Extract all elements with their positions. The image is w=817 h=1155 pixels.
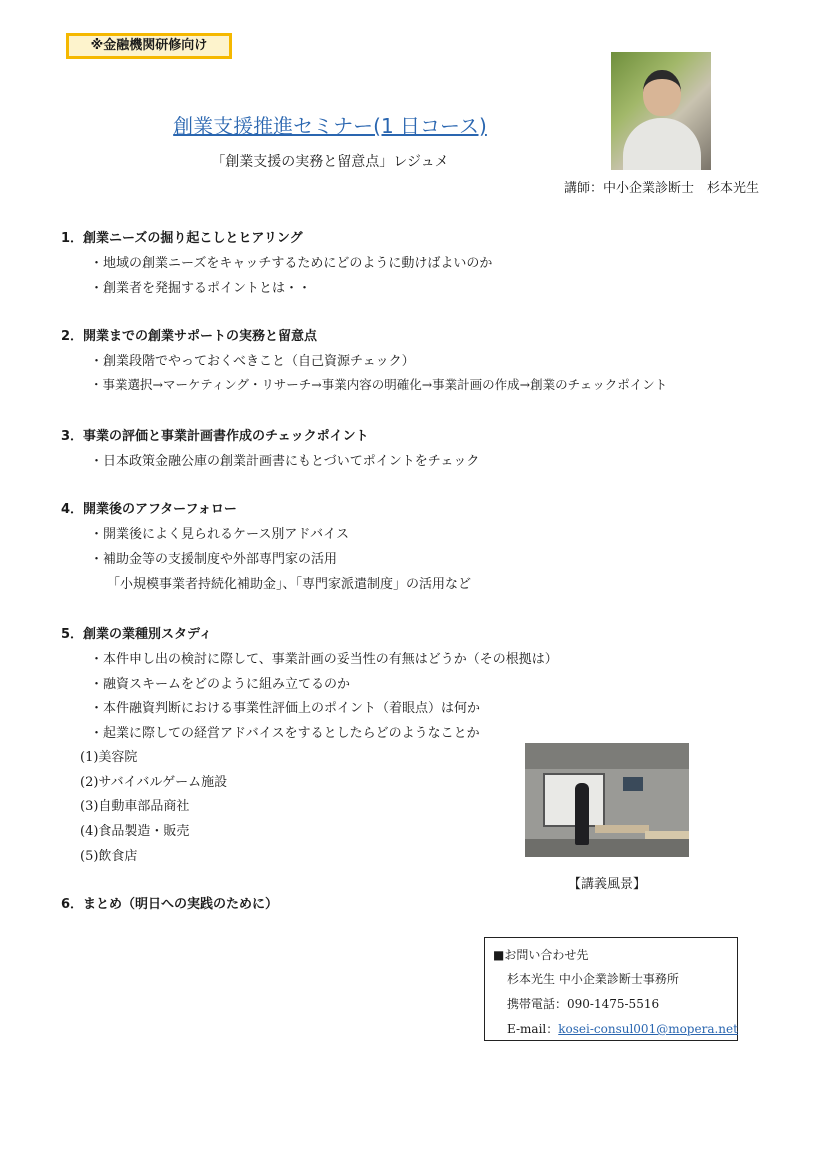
contact-name: 杉本光生 中小企業診断士事務所 — [507, 972, 679, 986]
section-heading-3: 3．事業の評価と事業計画書作成のチェックポイント — [61, 429, 369, 444]
section-heading-1: 1．創業ニーズの掘り起こしとヒアリング — [61, 231, 303, 246]
section-5-item-4: ・起業に際しての経営アドバイスをするとしたらどのようなことか — [90, 726, 480, 741]
case-3: (3)自動車部品商社 — [80, 799, 190, 814]
section-4-item-2: ・補助金等の支援制度や外部専門家の活用 — [90, 552, 338, 567]
section-3-item-1: ・日本政策金融公庫の創業計画書にもとづいてポイントをチェック — [90, 454, 480, 469]
section-heading-4: 4．開業後のアフターフォロー — [61, 502, 237, 517]
audience-badge: ※金融機関研修向け — [66, 33, 232, 59]
case-2: (2)サバイバルゲーム施設 — [80, 775, 228, 790]
section-5-item-2: ・融資スキームをどのように組み立てるのか — [90, 677, 351, 692]
section-2-item-2: ・事業選択→マーケティング・リサーチ→事業内容の明確化→事業計画の作成→創業のチェックポイント — [90, 377, 668, 392]
section-2-item-1: ・創業段階でやっておくべきこと（自己資源チェック） — [90, 354, 415, 369]
section-4-item-1: ・開業後によく見られるケース別アドバイス — [90, 527, 349, 542]
contact-box — [484, 937, 738, 1041]
case-5: (5)飲食店 — [80, 849, 138, 864]
page-title: 創業支援推進セミナー(1 日コース) — [173, 114, 487, 138]
contact-title: ■お問い合わせ先 — [493, 948, 589, 962]
contact-email-link[interactable]: kosei-consul001@mopera.net — [558, 1022, 738, 1036]
contact-phone: 携帯電話：090-1475-5516 — [507, 997, 660, 1011]
case-1: (1)美容院 — [80, 750, 138, 765]
section-heading-6: 6．まとめ（明日への実践のために） — [61, 897, 279, 912]
lecturer-photo — [611, 52, 711, 170]
section-heading-2: 2．開業までの創業サポートの実務と留意点 — [61, 329, 318, 344]
section-1-item-2: ・創業者を発掘するポイントとは・・ — [90, 281, 312, 296]
page-subtitle: 「創業支援の実務と留意点」レジュメ — [211, 154, 449, 170]
section-5-item-3: ・本件融資判断における事業性評価上のポイント（着眼点）は何か — [90, 701, 481, 716]
lecturer-name: 講師：中小企業診断士 杉本光生 — [563, 181, 759, 196]
section-1-item-1: ・地域の創業ニーズをキャッチするためにどのように動けばよいのか — [90, 256, 493, 271]
lecture-scene-photo — [525, 743, 689, 857]
section-heading-5: 5．創業の業種別スタディ — [61, 627, 213, 642]
contact-email-label: E-mail： — [507, 1022, 559, 1036]
contact-email-row — [507, 1020, 738, 1037]
section-4-item-3: 「小規模事業者持続化補助金」、「専門家派遣制度」の活用など — [107, 577, 472, 592]
photo-caption: 【講義風景】 — [567, 877, 646, 892]
section-5-item-1: ・本件申し出の検討に際して、事業計画の妥当性の有無はどうか（その根拠は） — [90, 652, 558, 667]
case-4: (4)食品製造・販売 — [80, 824, 190, 839]
